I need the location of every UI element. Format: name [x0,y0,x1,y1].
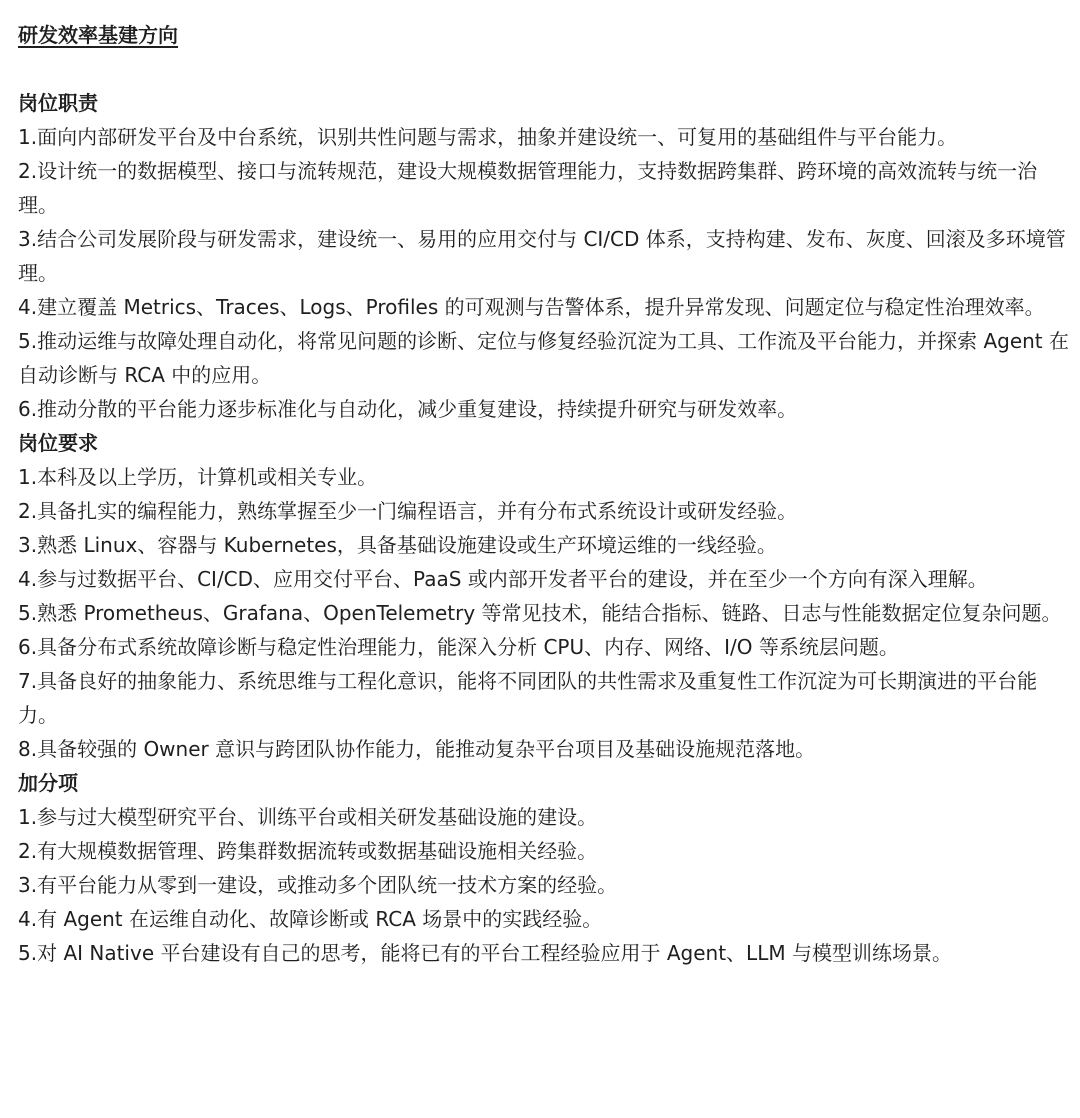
document-body [18,18,1070,970]
duty-item-1: 1.面向内部研发平台及中台系统，识别共性问题与需求，抽象并建设统一、可复用的基础组件与平台能力。 [18,125,958,149]
duty-item-2: 2.设计统一的数据模型、接口与流转规范，建设大规模数据管理能力，支持数据跨集群、跨环境的高效流转与统一治理。 [18,159,1038,217]
section-heading-requirements: 岗位要求 [18,431,98,455]
duty-item-5: 5.推动运维与故障处理自动化，将常见问题的诊断、定位与修复经验沉淀为工具、工作流及平台能力，并探索 Agent 在自动诊断与 RCA 中的应用。 [18,329,1069,387]
requirement-item-5: 5.熟悉 Prometheus、Grafana、OpenTelemetry 等常见技术，能结合指标、链路、日志与性能数据定位复杂问题。 [18,601,1062,625]
section-heading-duties: 岗位职责 [18,91,98,115]
bonus-item-4: 4.有 Agent 在运维自动化、故障诊断或 RCA 场景中的实践经验。 [18,907,603,931]
section-duties [18,86,1070,426]
duty-item-6: 6.推动分散的平台能力逐步标准化与自动化，减少重复建设，持续提升研究与研发效率。 [18,397,798,421]
section-bonus [18,766,1070,970]
requirement-item-2: 2.具备扎实的编程能力，熟练掌握至少一门编程语言，并有分布式系统设计或研发经验。 [18,499,798,523]
bonus-item-5: 5.对 AI Native 平台建设有自己的思考，能将已有的平台工程经验应用于 Agent、LLM 与模型训练场景。 [18,941,952,965]
document-title: 研发效率基建方向 [18,23,178,47]
section-heading-bonus: 加分项 [18,771,78,795]
section-requirements [18,426,1070,766]
requirement-item-4: 4.参与过数据平台、CI/CD、应用交付平台、PaaS 或内部开发者平台的建设，并在至少一个方向有深入理解。 [18,567,988,591]
requirement-item-7: 7.具备良好的抽象能力、系统思维与工程化意识，能将不同团队的共性需求及重复性工作沉淀为可长期演进的平台能力。 [18,669,1038,727]
requirement-item-8: 8.具备较强的 Owner 意识与跨团队协作能力，能推动复杂平台项目及基础设施规范落地。 [18,737,816,761]
duty-item-4: 4.建立覆盖 Metrics、Traces、Logs、Profiles 的可观测与告警体系，提升异常发现、问题定位与稳定性治理效率。 [18,295,1045,319]
requirement-item-1: 1.本科及以上学历，计算机或相关专业。 [18,465,378,489]
bonus-item-3: 3.有平台能力从零到一建设，或推动多个团队统一技术方案的经验。 [18,873,618,897]
duty-item-3: 3.结合公司发展阶段与研发需求，建设统一、易用的应用交付与 CI/CD 体系，支持构建、发布、灰度、回滚及多环境管理。 [18,227,1066,285]
bonus-item-1: 1.参与过大模型研究平台、训练平台或相关研发基础设施的建设。 [18,805,598,829]
bonus-item-2: 2.有大规模数据管理、跨集群数据流转或数据基础设施相关经验。 [18,839,598,863]
requirement-item-3: 3.熟悉 Linux、容器与 Kubernetes，具备基础设施建设或生产环境运维的一线经验。 [18,533,777,557]
requirement-item-6: 6.具备分布式系统故障诊断与稳定性治理能力，能深入分析 CPU、内存、网络、I/O 等系统层问题。 [18,635,899,659]
